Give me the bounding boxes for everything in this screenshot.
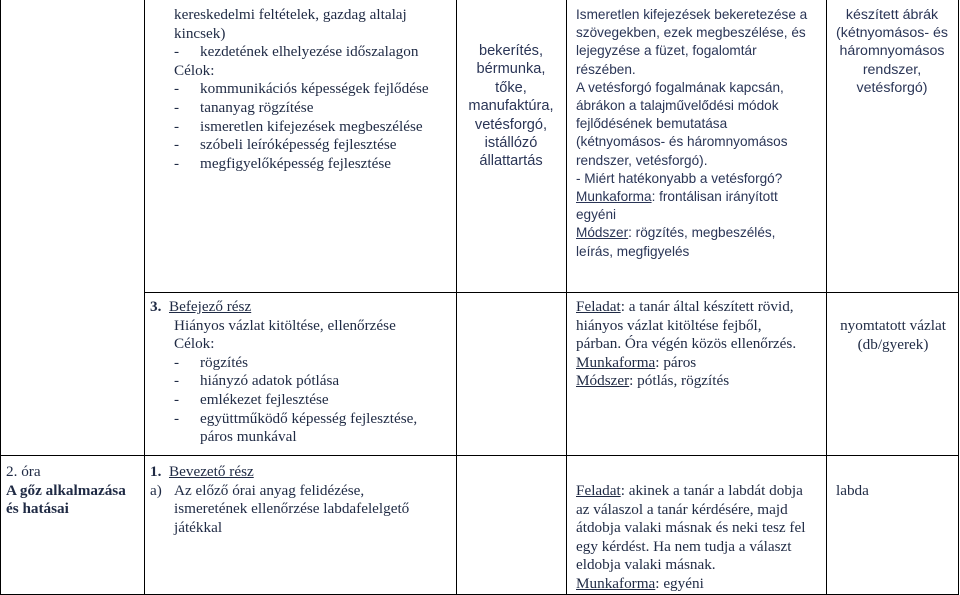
work-form-line: Munkaforma: egyéni [576,574,704,592]
concept: manufaktúra, [468,98,554,115]
task-line: párban. Óra végén közös ellenőrzés. [576,335,797,353]
content-line: kereskedelmi feltételek, gazdag altalaj [174,6,407,23]
concept: állattartás [479,153,543,170]
tool-line: nyomtatott vázlat [840,317,946,334]
goal-item: - ismeretlen kifejezések megbeszélése [174,117,423,135]
col-divider-5 [826,0,827,595]
lesson-number: 2. óra [6,463,41,480]
section-heading: 3. Befejező rész [150,298,252,315]
activity-line: (kétnyomásos- és háromnyomásos [576,134,788,150]
task-line: egy kérdést. Ha nem tudja a választ [576,537,792,555]
col-divider-4 [566,0,567,595]
task-line: Feladat: akinek a tanár a labdát dobja [576,482,803,499]
row-divider-2 [0,455,959,456]
section-subtitle: Hiányos vázlat kitöltése, ellenőrzése [174,316,396,334]
col-divider-6 [958,0,959,595]
goal-item: - hiányzó adatok pótlása [174,372,340,390]
concept: tőke, [495,79,527,96]
task-line: Feladat: a tanár által készített rövid, [576,298,794,315]
goal-item: - megfigyelőképesség fejlesztése [174,154,392,172]
concept: istállózó [484,135,538,152]
tool-line: vetésforgó) [856,79,928,96]
goal-item: - kommunikációs képességek fejlődése [174,80,429,98]
method-line: Módszer: rögzítés, megbeszélés, [576,225,776,241]
goal-item: - tananyag rögzítése [174,98,314,116]
task-line: átdobja valaki másnak és neki tesz fel [576,519,806,537]
activity-line: fejlődésének bemutatása [576,116,728,132]
activity-line: ábrákon a talajművelődési módok [576,98,779,114]
tool-line: készített ábrák [845,7,939,23]
section-heading: 1. Bevezető rész [150,463,254,480]
item-line: játékkal [174,518,223,536]
method-line: leírás, megfigyelés [576,243,690,259]
content-line: - kezdetének elhelyezése időszalagon [174,43,419,61]
tool-line: (kétnyomásos- és [836,25,948,42]
goal-item: - együttműködő képesség fejlesztése, [174,409,418,427]
goal-item: - emlékezet fejlesztése [174,390,329,408]
goals-label: Célok: [174,61,215,79]
work-form-line: egyéni [576,207,617,223]
concept: vetésforgó, [474,116,548,133]
item-line: a) Az előző órai anyag felidézése, [150,481,365,499]
row1-concepts-cell [458,42,564,171]
tool-line: labda [836,482,869,499]
activity-line: részében. [576,61,636,77]
content-line: kincsek) [174,24,226,42]
row2-tools-cell [828,317,958,354]
row-divider-1 [144,292,959,293]
activity-line: - Miért hatékonyabb a vetésforgó? [576,170,783,186]
goal-item-cont: páros munkával [200,428,297,446]
task-line: az válaszol a tanár kérdésére, majd [576,500,788,518]
row3-lesson-cell [6,463,142,519]
activity-line: szövegekben, ezek megbeszélése, és [576,25,806,41]
task-line: eldobja valaki másnak. [576,556,716,574]
activity-line: A vetésforgó fogalmának kapcsán, [576,79,784,95]
goals-label: Célok: [174,335,215,353]
goal-item: - szóbeli leíróképesség fejlesztése [174,136,397,154]
row3-activity-cell [576,482,824,594]
row2-activity-cell [576,298,824,391]
work-form-line: Munkaforma: frontálisan irányított [576,189,778,205]
col-divider-2 [144,0,145,595]
activity-line: lejegyzése a füzet, fogalomtár [576,43,757,59]
row1-tools-cell [828,6,956,97]
tool-line: (db/gyerek) [857,335,929,353]
col-divider-3 [456,0,457,595]
lesson-title: és hatásai [6,500,69,518]
row2-content-cell [150,298,450,447]
lesson-title: A gőz alkalmazása [6,481,126,499]
tool-line: rendszer, [862,61,922,78]
activity-line: rendszer, vetésforgó). [576,152,708,168]
tool-line: háromnyomásos [839,43,945,60]
col-divider-1 [0,0,1,595]
goal-item: - rögzítés [174,353,249,371]
row3-content-cell [150,463,450,537]
work-form-line: Munkaforma: páros [576,353,697,371]
activity-line: Ismeretlen kifejezések bekeretezése a [576,7,808,22]
method-line: Módszer: pótlás, rögzítés [576,372,730,390]
item-line: ismeretének ellenőrzése labdafelelgető [174,500,410,518]
row1-activity-cell [576,6,824,261]
concept: bérmunka, [476,61,546,78]
concept: bekerítés, [478,43,544,59]
row1-content-cell [174,6,454,173]
row3-tools-cell [836,482,956,501]
task-line: hiányos vázlat kitöltése fejből, [576,316,762,334]
